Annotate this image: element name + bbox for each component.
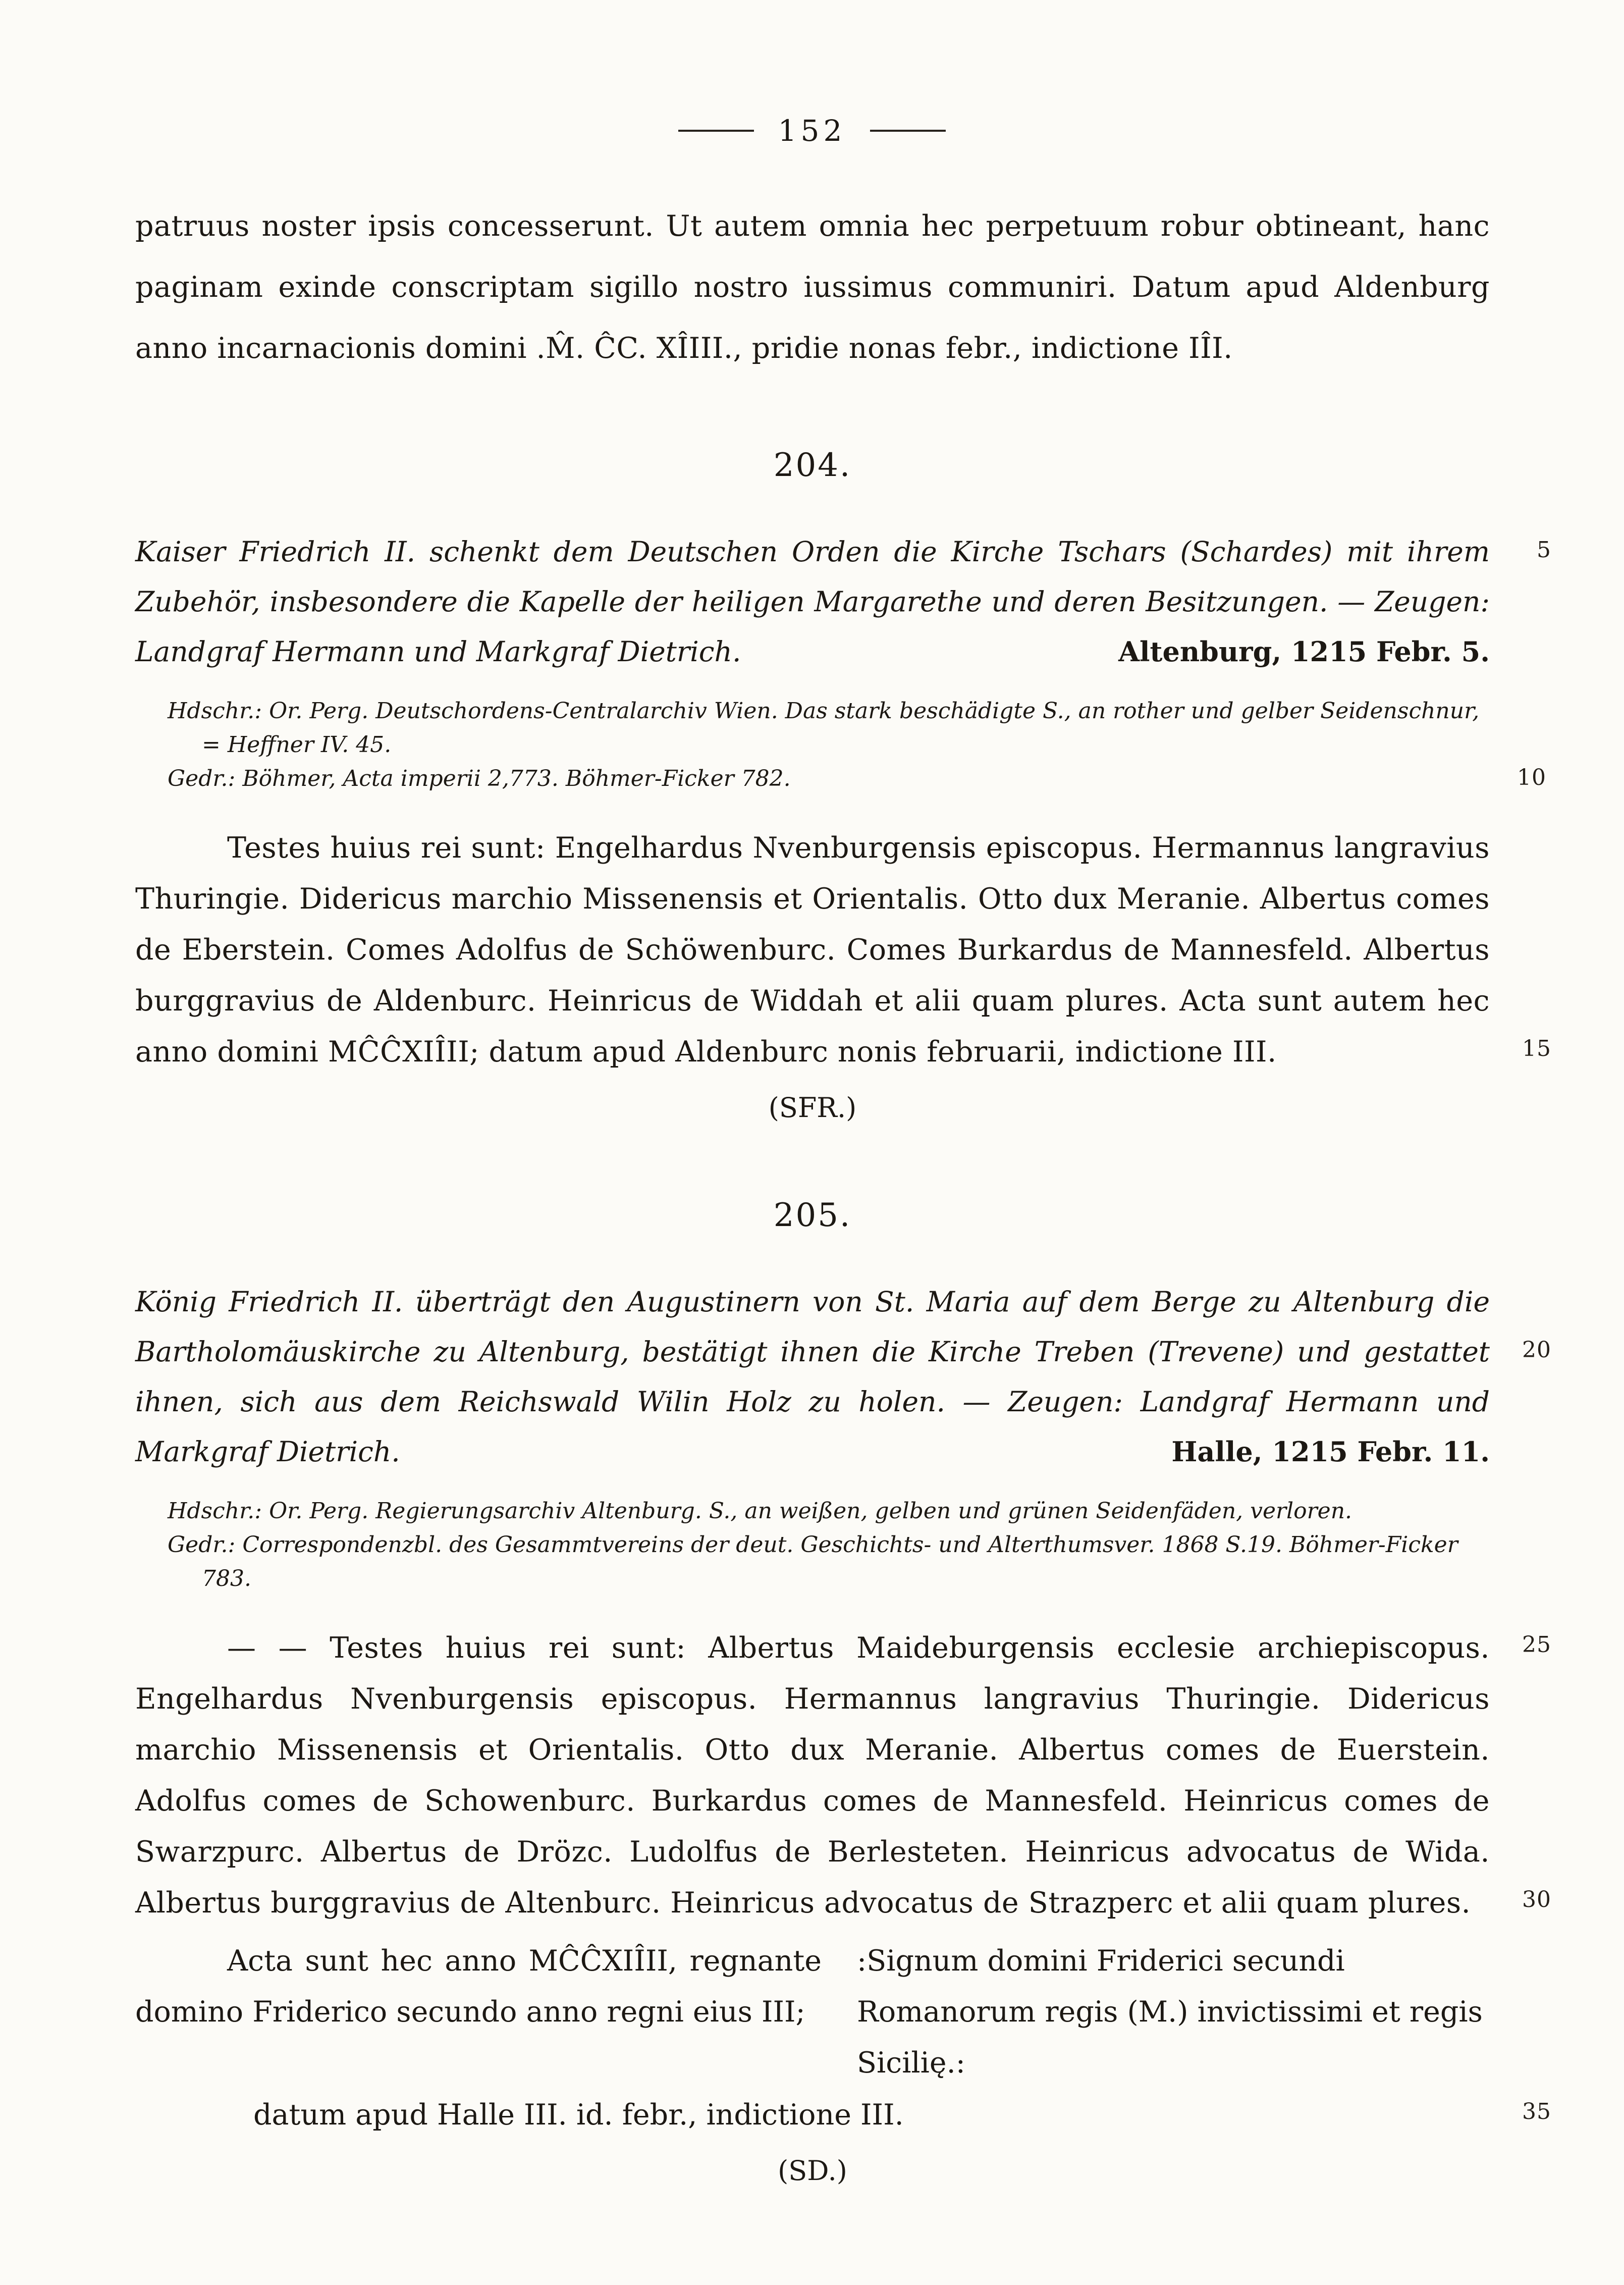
margin-line-number-35: 35 — [1522, 2099, 1551, 2125]
entry-204-body-text: Testes huius rei sunt: Engelhardus Nvenburgensis episcopus. Hermannus langravius Thuringie. Didericus marchio Missenensis et Orientalis. Otto dux Meranie. Albertus comes de Eberstein. Comes Adolfus de Schöwenburc. Comes Burkardus de Mannesfeld. Albertus burggravius de Aldenburc. Heinricus de Widdah et alii quam plures. Acta sunt autem hec anno domini MĈĈXIÎII; datum apud Aldenburc nonis februarii, indictione III. — [135, 831, 1490, 1069]
margin-line-number-15: 15 — [1522, 1036, 1551, 1062]
margin-line-number-20: 20 — [1522, 1337, 1551, 1363]
entry-205-gedr-note: Gedr.: Correspondenzbl. des Gesammtvereins der deut. Geschichts- und Alterthumsver. 1868 S.19. Böhmer-Ficker 783. — [168, 1532, 1458, 1592]
entry-204-summary-text: Kaiser Friedrich II. schenkt dem Deutschen Orden die Kirche Tschars (Schardes) mit ihrem Zubehör, insbesondere die Kapelle der heiligen Margarethe und deren Besitzungen. — Zeugen: Landgraf Hermann und Markgraf Dietrich. — [135, 536, 1490, 668]
margin-line-number-5: 5 — [1537, 537, 1551, 563]
entry-205-acta-clause: Acta sunt hec anno MĈĈXIÎII, regnante domino Friderico secundo anno regni eius III; — [135, 1944, 822, 2029]
margin-line-number-30: 30 — [1522, 1887, 1551, 1913]
page-number: 152 — [778, 114, 846, 148]
entry-205-signature: (SD.) — [778, 2155, 847, 2187]
entry-204-body — [135, 823, 1551, 1078]
entry-204-hdschr-note: Hdschr.: Or. Perg. Deutschordens-Centralarchiv Wien. Das stark beschädigte S., an rother und gelber Seidenschnur, = Heffner IV. 45. — [168, 698, 1480, 758]
entry-204-gedr-note: Gedr.: Böhmer, Acta imperii 2,773. Böhmer-Ficker 782. 10 — [168, 765, 1546, 792]
entry-205-datum-line — [135, 2090, 1551, 2141]
page-content — [135, 196, 1551, 2192]
entry-204-gedr-text: Gedr.: Böhmer, Acta imperii 2,773. Böhmer-Ficker 782. — [168, 766, 791, 792]
entry-204-number: 204. — [773, 447, 852, 484]
entry-205-dateline: Halle, 1215 Febr. 11. — [1171, 1436, 1490, 1468]
header-rule-right — [870, 130, 946, 132]
margin-line-number-25: 25 — [1522, 1632, 1551, 1658]
page-header — [0, 0, 1624, 148]
entry-205-summary-text: König Friedrich II. überträgt den Augustinern von St. Maria auf dem Berge zu Altenburg die Bartholomäuskirche zu Altenburg, bestätigt ihnen die Kirche Treben (Trevene) und gestattet ihnen, sich aus dem Reichswald Wilin Holz zu holen. — Zeugen: Landgraf Hermann und Markgraf Dietrich. — [135, 1286, 1490, 1468]
entry-205-datum-text: datum apud Halle III. id. febr., indictione III. — [253, 2098, 904, 2132]
continuation-paragraph: patruus noster ipsis concesserunt. Ut autem omnia hec perpetuum robur obtineant, hanc paginam exinde conscriptam sigillo nostro iussimus communiri. Datum apud Aldenburg anno incarnacionis domini .M̂. ĈC. XÎIII., pridie nonas febr., indictione IÎI. — [135, 209, 1490, 365]
entry-204-signature: (SFR.) — [768, 1092, 857, 1124]
entry-205-body-text: — — Testes huius rei sunt: Albertus Maideburgensis ecclesie archiepiscopus. Engelhardus Nvenburgensis episcopus. Hermannus langravius Thuringie. Didericus marchio Missenensis et Orientalis. Otto dux Meranie. Albertus comes de Euerstein. Adolfus comes de Schowenburc. Burkardus comes de Mannesfeld. Heinricus comes de Swarzpurc. Albertus de Drözc. Ludolfus de Berlesteten. Heinricus advocatus de Wida. Albertus burggravius de Altenburc. Heinricus advocatus de Strazperc et alii quam plures. — [135, 1631, 1490, 1920]
entry-205-number: 205. — [773, 1197, 852, 1235]
header-rule-left — [678, 130, 754, 132]
entry-204-dateline: Altenburg, 1215 Febr. 5. — [1118, 635, 1490, 668]
entry-205-signum-clause: :Signum domini Friderici secundi Romanorum regis (M.) invictissimi et regis Sicilię.: — [857, 1944, 1483, 2080]
entry-204 — [135, 445, 1551, 1129]
entry-205-closing-columns — [135, 1936, 1490, 2089]
entry-205-body — [135, 1623, 1551, 1929]
entry-204-notes — [168, 694, 1546, 795]
entry-205-notes — [168, 1494, 1490, 1596]
entry-205-hdschr-note: Hdschr.: Or. Perg. Regierungsarchiv Altenburg. S., an weißen, gelben und grünen Seidenfäden, verloren. — [168, 1498, 1352, 1524]
entry-205 — [135, 1195, 1551, 2192]
